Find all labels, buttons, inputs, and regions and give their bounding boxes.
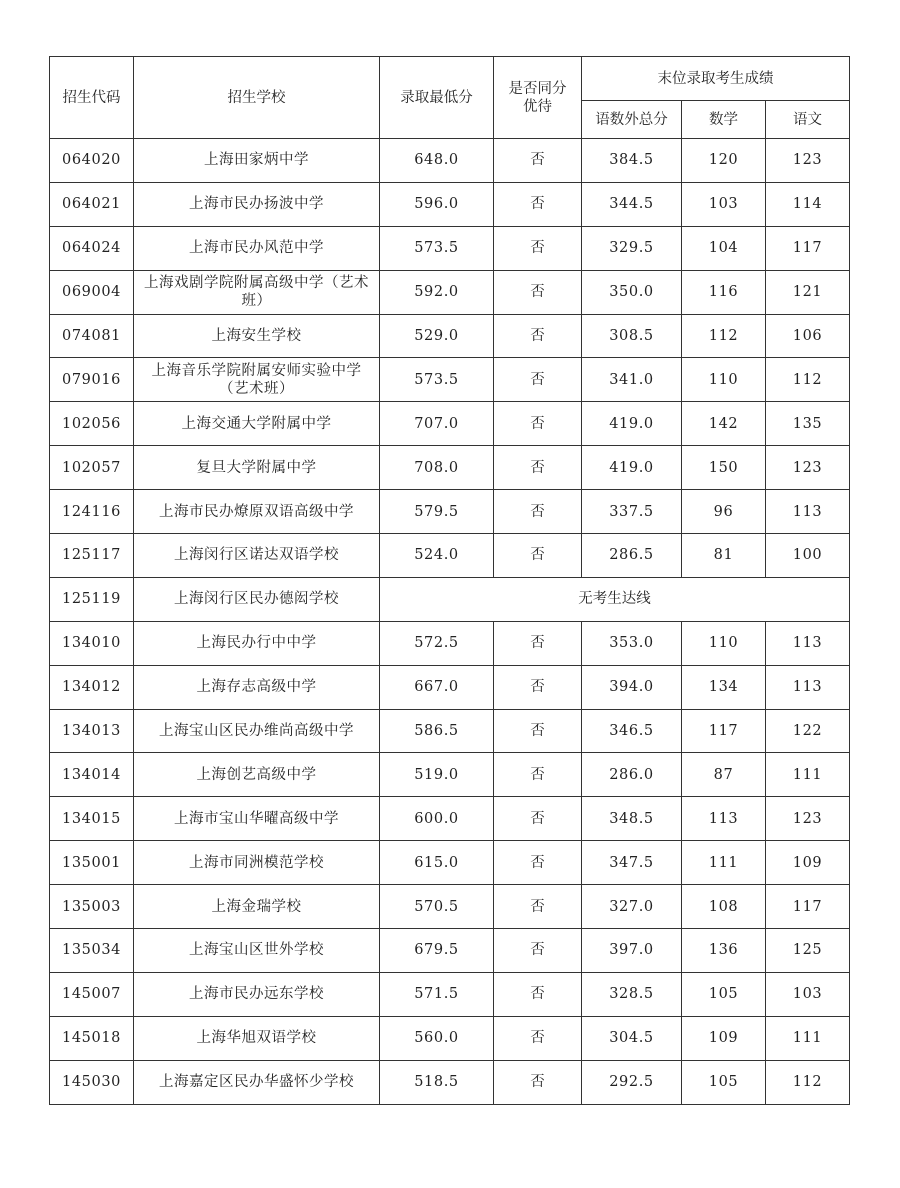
cell-total: 327.0 xyxy=(582,885,682,929)
header-min-score: 录取最低分 xyxy=(380,57,494,139)
header-row xyxy=(50,57,850,101)
cell-tie: 否 xyxy=(494,885,582,929)
cell-code: 124116 xyxy=(50,490,134,534)
cell-math: 81 xyxy=(682,534,766,578)
cell-school: 上海民办行中中学 xyxy=(134,621,380,665)
cell-math: 111 xyxy=(682,841,766,885)
cell-code: 102056 xyxy=(50,402,134,446)
cell-math: 117 xyxy=(682,709,766,753)
cell-chinese: 123 xyxy=(766,139,850,183)
cell-code: 134012 xyxy=(50,665,134,709)
cell-tie: 否 xyxy=(494,446,582,490)
cell-code: 125119 xyxy=(50,577,134,621)
cell-school: 上海宝山区世外学校 xyxy=(134,929,380,973)
cell-min-score: 572.5 xyxy=(380,621,494,665)
cell-tie: 否 xyxy=(494,270,582,314)
cell-min-score: 518.5 xyxy=(380,1060,494,1104)
cell-code: 064024 xyxy=(50,226,134,270)
table-row xyxy=(50,841,850,885)
cell-chinese: 106 xyxy=(766,314,850,358)
cell-min-score: 573.5 xyxy=(380,226,494,270)
cell-tie: 否 xyxy=(494,621,582,665)
cell-min-score: 571.5 xyxy=(380,972,494,1016)
table-row xyxy=(50,270,850,314)
cell-code: 125117 xyxy=(50,534,134,578)
cell-min-score: 592.0 xyxy=(380,270,494,314)
table-row xyxy=(50,972,850,1016)
cell-min-score: 600.0 xyxy=(380,797,494,841)
table-row xyxy=(50,314,850,358)
cell-total: 328.5 xyxy=(582,972,682,1016)
cell-chinese: 113 xyxy=(766,665,850,709)
cell-total: 337.5 xyxy=(582,490,682,534)
table-row xyxy=(50,490,850,534)
cell-tie: 否 xyxy=(494,841,582,885)
header-tie-priority-line1: 是否同分 xyxy=(508,80,567,97)
table-row xyxy=(50,753,850,797)
header-tie-priority xyxy=(494,57,582,139)
cell-min-score: 615.0 xyxy=(380,841,494,885)
cell-school: 上海田家炳中学 xyxy=(134,139,380,183)
cell-math: 110 xyxy=(682,621,766,665)
cell-min-score: 524.0 xyxy=(380,534,494,578)
cell-min-score: 679.5 xyxy=(380,929,494,973)
cell-code: 135001 xyxy=(50,841,134,885)
cell-chinese: 114 xyxy=(766,182,850,226)
cell-math: 150 xyxy=(682,446,766,490)
table-row xyxy=(50,929,850,973)
cell-total: 304.5 xyxy=(582,1016,682,1060)
cell-total: 308.5 xyxy=(582,314,682,358)
cell-math: 116 xyxy=(682,270,766,314)
cell-school: 上海市同洲模范学校 xyxy=(134,841,380,885)
cell-no-qualified-note: 无考生达线 xyxy=(380,577,850,621)
cell-math: 120 xyxy=(682,139,766,183)
cell-chinese: 111 xyxy=(766,1016,850,1060)
cell-min-score: 570.5 xyxy=(380,885,494,929)
table-row xyxy=(50,621,850,665)
cell-tie: 否 xyxy=(494,139,582,183)
cell-school: 上海嘉定区民办华盛怀少学校 xyxy=(134,1060,380,1104)
cell-math: 110 xyxy=(682,358,766,402)
cell-tie: 否 xyxy=(494,358,582,402)
cell-min-score: 708.0 xyxy=(380,446,494,490)
cell-math: 109 xyxy=(682,1016,766,1060)
cell-math: 96 xyxy=(682,490,766,534)
cell-total: 384.5 xyxy=(582,139,682,183)
cell-school: 上海华旭双语学校 xyxy=(134,1016,380,1060)
table-row xyxy=(50,402,850,446)
cell-min-score: 573.5 xyxy=(380,358,494,402)
cell-chinese: 100 xyxy=(766,534,850,578)
cell-min-score: 596.0 xyxy=(380,182,494,226)
cell-chinese: 122 xyxy=(766,709,850,753)
cell-chinese: 103 xyxy=(766,972,850,1016)
cell-tie: 否 xyxy=(494,709,582,753)
cell-chinese: 112 xyxy=(766,1060,850,1104)
cell-chinese: 113 xyxy=(766,490,850,534)
table-row xyxy=(50,885,850,929)
cell-min-score: 579.5 xyxy=(380,490,494,534)
cell-math: 113 xyxy=(682,797,766,841)
cell-total: 419.0 xyxy=(582,402,682,446)
table-row xyxy=(50,226,850,270)
header-last-admitted: 末位录取考生成绩 xyxy=(582,57,850,101)
cell-total: 292.5 xyxy=(582,1060,682,1104)
cell-chinese: 125 xyxy=(766,929,850,973)
header-tie-priority-line2: 优待 xyxy=(523,98,552,115)
cell-code: 135034 xyxy=(50,929,134,973)
cell-code: 102057 xyxy=(50,446,134,490)
cell-total: 397.0 xyxy=(582,929,682,973)
cell-school: 上海市民办燎原双语高级中学 xyxy=(134,490,380,534)
cell-code: 134013 xyxy=(50,709,134,753)
cell-tie: 否 xyxy=(494,1016,582,1060)
cell-min-score: 707.0 xyxy=(380,402,494,446)
cell-min-score: 519.0 xyxy=(380,753,494,797)
header-chinese: 语文 xyxy=(766,101,850,139)
cell-chinese: 111 xyxy=(766,753,850,797)
cell-code: 145018 xyxy=(50,1016,134,1060)
cell-school: 上海音乐学院附属安师实验中学（艺术班） xyxy=(134,358,380,402)
cell-total: 329.5 xyxy=(582,226,682,270)
cell-math: 112 xyxy=(682,314,766,358)
cell-min-score: 586.5 xyxy=(380,709,494,753)
table-row xyxy=(50,534,850,578)
cell-school: 上海创艺高级中学 xyxy=(134,753,380,797)
cell-school: 上海存志高级中学 xyxy=(134,665,380,709)
cell-code: 134014 xyxy=(50,753,134,797)
cell-tie: 否 xyxy=(494,226,582,270)
cell-chinese: 135 xyxy=(766,402,850,446)
cell-tie: 否 xyxy=(494,490,582,534)
cell-tie: 否 xyxy=(494,929,582,973)
cell-code: 135003 xyxy=(50,885,134,929)
cell-code: 145030 xyxy=(50,1060,134,1104)
cell-min-score: 529.0 xyxy=(380,314,494,358)
cell-min-score: 560.0 xyxy=(380,1016,494,1060)
cell-min-score: 648.0 xyxy=(380,139,494,183)
cell-school: 上海市宝山华曜高级中学 xyxy=(134,797,380,841)
cell-school: 上海宝山区民办维尚高级中学 xyxy=(134,709,380,753)
cell-school: 上海市民办扬波中学 xyxy=(134,182,380,226)
cell-tie: 否 xyxy=(494,1060,582,1104)
cell-total: 348.5 xyxy=(582,797,682,841)
table-row xyxy=(50,665,850,709)
cell-math: 103 xyxy=(682,182,766,226)
cell-school: 上海金瑞学校 xyxy=(134,885,380,929)
cell-school: 上海安生学校 xyxy=(134,314,380,358)
cell-total: 347.5 xyxy=(582,841,682,885)
cell-math: 142 xyxy=(682,402,766,446)
header-math: 数学 xyxy=(682,101,766,139)
cell-school: 上海戏剧学院附属高级中学（艺术班） xyxy=(134,270,380,314)
cell-code: 134010 xyxy=(50,621,134,665)
cell-school: 上海市民办风范中学 xyxy=(134,226,380,270)
cell-tie: 否 xyxy=(494,534,582,578)
header-total: 语数外总分 xyxy=(582,101,682,139)
cell-chinese: 117 xyxy=(766,885,850,929)
table-row xyxy=(50,358,850,402)
cell-chinese: 123 xyxy=(766,446,850,490)
cell-chinese: 112 xyxy=(766,358,850,402)
cell-math: 105 xyxy=(682,972,766,1016)
table-row xyxy=(50,1016,850,1060)
cell-total: 341.0 xyxy=(582,358,682,402)
table-row xyxy=(50,139,850,183)
table-row xyxy=(50,577,850,621)
cell-code: 145007 xyxy=(50,972,134,1016)
cell-math: 134 xyxy=(682,665,766,709)
cell-tie: 否 xyxy=(494,753,582,797)
table-row xyxy=(50,797,850,841)
table-row xyxy=(50,1060,850,1104)
cell-code: 074081 xyxy=(50,314,134,358)
cell-code: 069004 xyxy=(50,270,134,314)
cell-tie: 否 xyxy=(494,972,582,1016)
cell-math: 105 xyxy=(682,1060,766,1104)
header-school: 招生学校 xyxy=(134,57,380,139)
cell-code: 064021 xyxy=(50,182,134,226)
cell-total: 394.0 xyxy=(582,665,682,709)
cell-math: 87 xyxy=(682,753,766,797)
cell-total: 286.5 xyxy=(582,534,682,578)
admission-score-table xyxy=(49,56,850,1105)
table-row xyxy=(50,182,850,226)
table-row xyxy=(50,709,850,753)
header-code: 招生代码 xyxy=(50,57,134,139)
cell-math: 108 xyxy=(682,885,766,929)
cell-school: 上海闵行区民办德闳学校 xyxy=(134,577,380,621)
cell-chinese: 123 xyxy=(766,797,850,841)
cell-total: 346.5 xyxy=(582,709,682,753)
cell-tie: 否 xyxy=(494,402,582,446)
cell-tie: 否 xyxy=(494,182,582,226)
cell-tie: 否 xyxy=(494,797,582,841)
cell-total: 344.5 xyxy=(582,182,682,226)
cell-total: 419.0 xyxy=(582,446,682,490)
cell-code: 064020 xyxy=(50,139,134,183)
cell-tie: 否 xyxy=(494,314,582,358)
cell-school: 上海市民办远东学校 xyxy=(134,972,380,1016)
table-row xyxy=(50,446,850,490)
cell-math: 104 xyxy=(682,226,766,270)
cell-chinese: 121 xyxy=(766,270,850,314)
cell-total: 286.0 xyxy=(582,753,682,797)
cell-total: 350.0 xyxy=(582,270,682,314)
cell-math: 136 xyxy=(682,929,766,973)
cell-school: 上海闵行区诺达双语学校 xyxy=(134,534,380,578)
cell-chinese: 113 xyxy=(766,621,850,665)
cell-chinese: 109 xyxy=(766,841,850,885)
cell-tie: 否 xyxy=(494,665,582,709)
cell-total: 353.0 xyxy=(582,621,682,665)
cell-min-score: 667.0 xyxy=(380,665,494,709)
cell-school: 上海交通大学附属中学 xyxy=(134,402,380,446)
cell-code: 079016 xyxy=(50,358,134,402)
cell-chinese: 117 xyxy=(766,226,850,270)
cell-school: 复旦大学附属中学 xyxy=(134,446,380,490)
cell-code: 134015 xyxy=(50,797,134,841)
